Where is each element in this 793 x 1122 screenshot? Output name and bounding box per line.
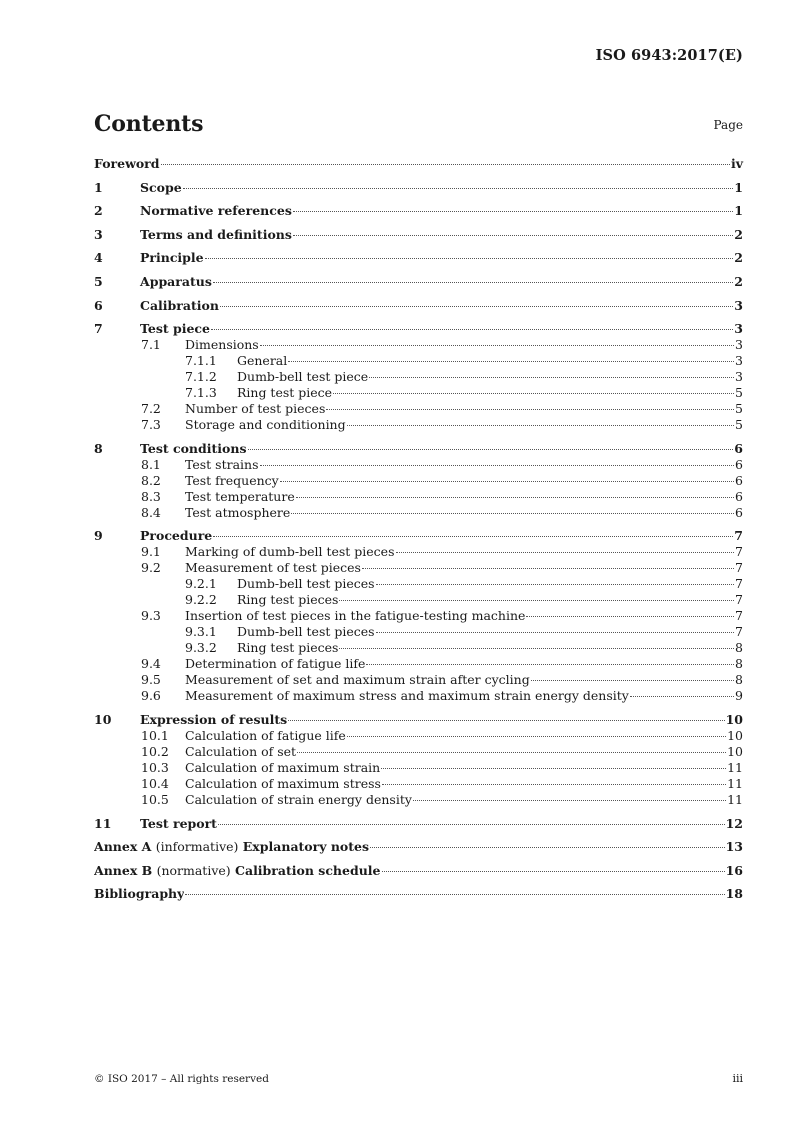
dot-leader [161, 164, 730, 165]
toc-entry[interactable] [94, 688, 743, 704]
toc-entry[interactable] [94, 776, 743, 792]
toc-entry-title: Calibration [140, 297, 219, 313]
toc-entry[interactable] [94, 863, 743, 879]
toc-entry-page: 11 [727, 759, 743, 775]
dot-leader [211, 329, 733, 330]
toc-entry-number: 7.1 [141, 337, 161, 353]
dot-leader [297, 752, 726, 753]
dot-leader [381, 768, 726, 769]
toc-entry-page: 2 [734, 273, 743, 289]
toc-entry-number: 10 [94, 711, 112, 727]
toc-entry-page: 7 [735, 592, 743, 608]
toc-entry-title: Test strains [185, 456, 259, 472]
dot-leader [288, 720, 724, 721]
dot-leader [339, 600, 734, 601]
toc-entry-number: 10.5 [141, 791, 169, 807]
toc-entry[interactable] [94, 457, 743, 473]
toc-entry-number: 9.5 [141, 672, 161, 688]
dot-leader [362, 568, 734, 569]
toc-entry-title: Determination of fatigue life [185, 656, 366, 672]
toc-entry-title: Calculation of set [185, 743, 297, 759]
toc-entry-page: 7 [735, 560, 743, 576]
toc-entry-number: 7.2 [141, 401, 161, 417]
page-number: iii [732, 1072, 743, 1085]
dot-leader [382, 871, 725, 872]
dot-leader [531, 680, 734, 681]
toc-entry-page: 7 [735, 608, 743, 624]
toc-entry-number: 8.2 [141, 472, 161, 488]
toc-entry-page: 18 [725, 886, 743, 902]
toc-entry-number: 7.1.2 [185, 369, 217, 385]
toc-entry[interactable] [94, 353, 743, 369]
toc-entry-number: 7.1.1 [185, 353, 217, 369]
toc-entry[interactable] [94, 156, 743, 172]
toc-entry-page: 11 [727, 775, 743, 791]
toc-entry-number: 7.3 [141, 417, 161, 433]
toc-entry-page: 1 [734, 203, 743, 219]
toc-entry-title: Number of test pieces [185, 401, 326, 417]
table-of-contents [94, 153, 743, 902]
dot-leader [376, 584, 734, 585]
dot-leader [382, 784, 726, 785]
toc-entry-title [94, 863, 381, 879]
page-title: Contents [94, 111, 204, 137]
toc-entry[interactable] [94, 640, 743, 656]
toc-entry-title [94, 839, 369, 855]
toc-entry-title: Measurement of maximum stress and maximum strain energy density [185, 688, 629, 704]
toc-entry-number: 9.6 [141, 688, 161, 704]
toc-entry-page: 12 [725, 815, 743, 831]
toc-entry-title: Measurement of test pieces [185, 560, 361, 576]
toc-entry-title: Procedure [140, 528, 213, 544]
annex-title: Calibration schedule [235, 862, 381, 878]
toc-entry[interactable] [94, 321, 743, 337]
toc-entry-title: Marking of dumb-bell test pieces [185, 544, 395, 560]
toc-entry-page: 10 [725, 711, 743, 727]
dot-leader [366, 664, 734, 665]
toc-entry-number: 9.4 [141, 656, 161, 672]
toc-entry-page: 8 [735, 640, 743, 656]
toc-entry-title: Bibliography [94, 886, 185, 902]
toc-entry-page: 3 [734, 297, 743, 313]
toc-entry[interactable] [94, 839, 743, 855]
toc-entry[interactable] [94, 528, 743, 544]
dot-leader [526, 616, 734, 617]
toc-entry-number: 9.2 [141, 560, 161, 576]
toc-entry-title: Test conditions [140, 440, 247, 456]
toc-entry-page: 3 [735, 353, 743, 369]
toc-entry-title: Scope [140, 179, 182, 195]
toc-entry-number: 10.2 [141, 743, 169, 759]
toc-entry[interactable] [94, 298, 743, 314]
toc-entry-number: 1 [94, 179, 103, 195]
toc-entry-page: 6 [734, 440, 743, 456]
toc-entry-number: 9 [94, 528, 103, 544]
dot-leader [220, 306, 733, 307]
dot-leader [260, 465, 735, 466]
toc-entry[interactable] [94, 505, 743, 521]
dot-leader [630, 696, 734, 697]
toc-entry-title: Test frequency [185, 472, 279, 488]
toc-entry-title: Apparatus [140, 273, 212, 289]
toc-entry-page: 1 [734, 179, 743, 195]
toc-entry-title: Test atmosphere [185, 504, 291, 520]
dot-leader [291, 513, 734, 514]
dot-leader [213, 536, 733, 537]
toc-entry[interactable] [94, 592, 743, 608]
toc-entry-number: 10.4 [141, 775, 169, 791]
toc-entry-number: 7.1.3 [185, 385, 217, 401]
toc-entry-page: 8 [735, 672, 743, 688]
toc-entry-number: 7 [94, 321, 103, 337]
toc-entry-title: Calculation of strain energy density [185, 791, 412, 807]
toc-entry-title: Terms and definitions [140, 226, 292, 242]
toc-entry[interactable] [94, 576, 743, 592]
toc-entry-title: Ring test pieces [237, 640, 339, 656]
toc-entry[interactable] [94, 369, 743, 385]
dot-leader [205, 258, 734, 259]
dot-leader [218, 824, 725, 825]
toc-entry[interactable] [94, 401, 743, 417]
toc-entry-number: 9.1 [141, 544, 161, 560]
toc-entry-number: 8.1 [141, 456, 161, 472]
toc-entry-page: 6 [735, 456, 743, 472]
toc-entry-number: 6 [94, 297, 103, 313]
page-column-label: Page [713, 118, 743, 132]
dot-leader [260, 345, 734, 346]
toc-entry[interactable] [94, 544, 743, 560]
toc-entry-number: 11 [94, 815, 112, 831]
toc-entry-title: Insertion of test pieces in the fatigue-testing machine [185, 608, 526, 624]
toc-entry-page: 5 [735, 401, 743, 417]
toc-entry-number: 9.3.2 [185, 640, 217, 656]
toc-entry-title: Dumb-bell test pieces [237, 624, 375, 640]
toc-entry[interactable] [94, 417, 743, 433]
toc-entry[interactable] [94, 672, 743, 688]
toc-entry-title: Dumb-bell test pieces [237, 576, 375, 592]
annex-label: Annex A [94, 839, 152, 855]
dot-leader [347, 736, 726, 737]
toc-entry-title: Storage and conditioning [185, 417, 346, 433]
dot-leader [248, 449, 734, 450]
toc-entry-title: Calculation of maximum stress [185, 775, 381, 791]
dot-leader [347, 425, 734, 426]
toc-entry-title: Principle [140, 250, 204, 266]
toc-entry-page: 2 [734, 250, 743, 266]
toc-entry[interactable] [94, 180, 743, 196]
toc-entry[interactable] [94, 608, 743, 624]
toc-entry[interactable] [94, 712, 743, 728]
toc-entry-page: 3 [734, 321, 743, 337]
toc-entry-number: 8.4 [141, 504, 161, 520]
toc-entry[interactable] [94, 385, 743, 401]
toc-entry-number: 2 [94, 203, 103, 219]
toc-entry[interactable] [94, 560, 743, 576]
toc-entry-page: 5 [735, 417, 743, 433]
toc-entry-title: Ring test pieces [237, 592, 339, 608]
dot-leader [369, 377, 734, 378]
toc-entry-page: 13 [725, 839, 743, 855]
toc-entry-page: 9 [735, 688, 743, 704]
toc-entry[interactable] [94, 624, 743, 640]
toc-entry-page: 5 [735, 385, 743, 401]
toc-entry[interactable] [94, 656, 743, 672]
toc-entry-title: Test report [140, 815, 217, 831]
toc-entry-title: General [237, 353, 288, 369]
toc-entry-number: 10.3 [141, 759, 169, 775]
dot-leader [376, 632, 734, 633]
toc-entry-number: 8.3 [141, 488, 161, 504]
dot-leader [326, 409, 734, 410]
toc-entry-page: iv [730, 156, 743, 171]
toc-entry[interactable] [94, 227, 743, 243]
toc-entry-title: Calculation of fatigue life [185, 727, 346, 743]
toc-entry-page: 6 [735, 472, 743, 488]
toc-entry-title: Expression of results [140, 711, 288, 727]
toc-entry-page: 7 [734, 528, 743, 544]
toc-entry-page: 10 [727, 743, 743, 759]
toc-entry-title: Ring test piece [237, 385, 333, 401]
toc-entry-title: Normative references [140, 203, 292, 219]
toc-entry[interactable] [94, 441, 743, 457]
toc-entry[interactable] [94, 792, 743, 808]
toc-entry[interactable] [94, 489, 743, 505]
toc-entry-title: Foreword [94, 156, 160, 171]
toc-entry[interactable] [94, 744, 743, 760]
annex-type: (informative) [155, 839, 239, 855]
dot-leader [288, 361, 734, 362]
toc-entry[interactable] [94, 274, 743, 290]
dot-leader [213, 282, 733, 283]
toc-entry-number: 4 [94, 250, 103, 266]
document-id: ISO 6943:2017(E) [595, 47, 743, 64]
toc-entry-page: 3 [735, 337, 743, 353]
toc-entry-number: 9.2.1 [185, 576, 217, 592]
toc-entry-title: Test temperature [185, 488, 295, 504]
toc-entry-page: 2 [734, 226, 743, 242]
toc-entry-page: 8 [735, 656, 743, 672]
dot-leader [185, 894, 724, 895]
dot-leader [333, 393, 734, 394]
toc-entry-title: Test piece [140, 321, 210, 337]
toc-entry[interactable] [94, 816, 743, 832]
toc-entry-title: Measurement of set and maximum strain after cycling [185, 672, 530, 688]
toc-entry-number: 8 [94, 440, 103, 456]
toc-entry[interactable] [94, 760, 743, 776]
dot-leader [339, 648, 734, 649]
toc-entry-page: 7 [735, 624, 743, 640]
dot-leader [280, 481, 734, 482]
toc-entry-number: 10.1 [141, 727, 169, 743]
toc-entry-page: 16 [725, 862, 743, 878]
toc-entry-page: 7 [735, 544, 743, 560]
toc-entry-page: 11 [727, 791, 743, 807]
toc-entry-number: 9.3 [141, 608, 161, 624]
toc-entry-number: 3 [94, 226, 103, 242]
dot-leader [396, 552, 735, 553]
toc-entry[interactable] [94, 250, 743, 266]
toc-entry[interactable] [94, 473, 743, 489]
dot-leader [296, 497, 734, 498]
toc-entry-title: Dumb-bell test piece [237, 369, 369, 385]
dot-leader [370, 847, 725, 848]
toc-entry-title: Dimensions [185, 337, 259, 353]
toc-entry-page: 3 [735, 369, 743, 385]
annex-type: (normative) [156, 862, 231, 878]
copyright-notice: © ISO 2017 – All rights reserved [94, 1073, 269, 1085]
toc-entry[interactable] [94, 728, 743, 744]
toc-entry[interactable] [94, 203, 743, 219]
toc-entry-page: 6 [735, 504, 743, 520]
toc-entry-title: Calculation of maximum strain [185, 759, 381, 775]
annex-label: Annex B [94, 862, 153, 878]
toc-entry-number: 9.2.2 [185, 592, 217, 608]
toc-entry-page: 7 [735, 576, 743, 592]
toc-entry[interactable] [94, 886, 743, 902]
toc-entry-page: 10 [727, 727, 743, 743]
dot-leader [413, 800, 726, 801]
dot-leader [293, 235, 733, 236]
toc-entry-page: 6 [735, 488, 743, 504]
dot-leader [293, 211, 733, 212]
dot-leader [183, 188, 734, 189]
annex-title: Explanatory notes [242, 839, 370, 855]
toc-entry-number: 9.3.1 [185, 624, 217, 640]
toc-entry[interactable] [94, 337, 743, 353]
toc-entry-number: 5 [94, 273, 103, 289]
